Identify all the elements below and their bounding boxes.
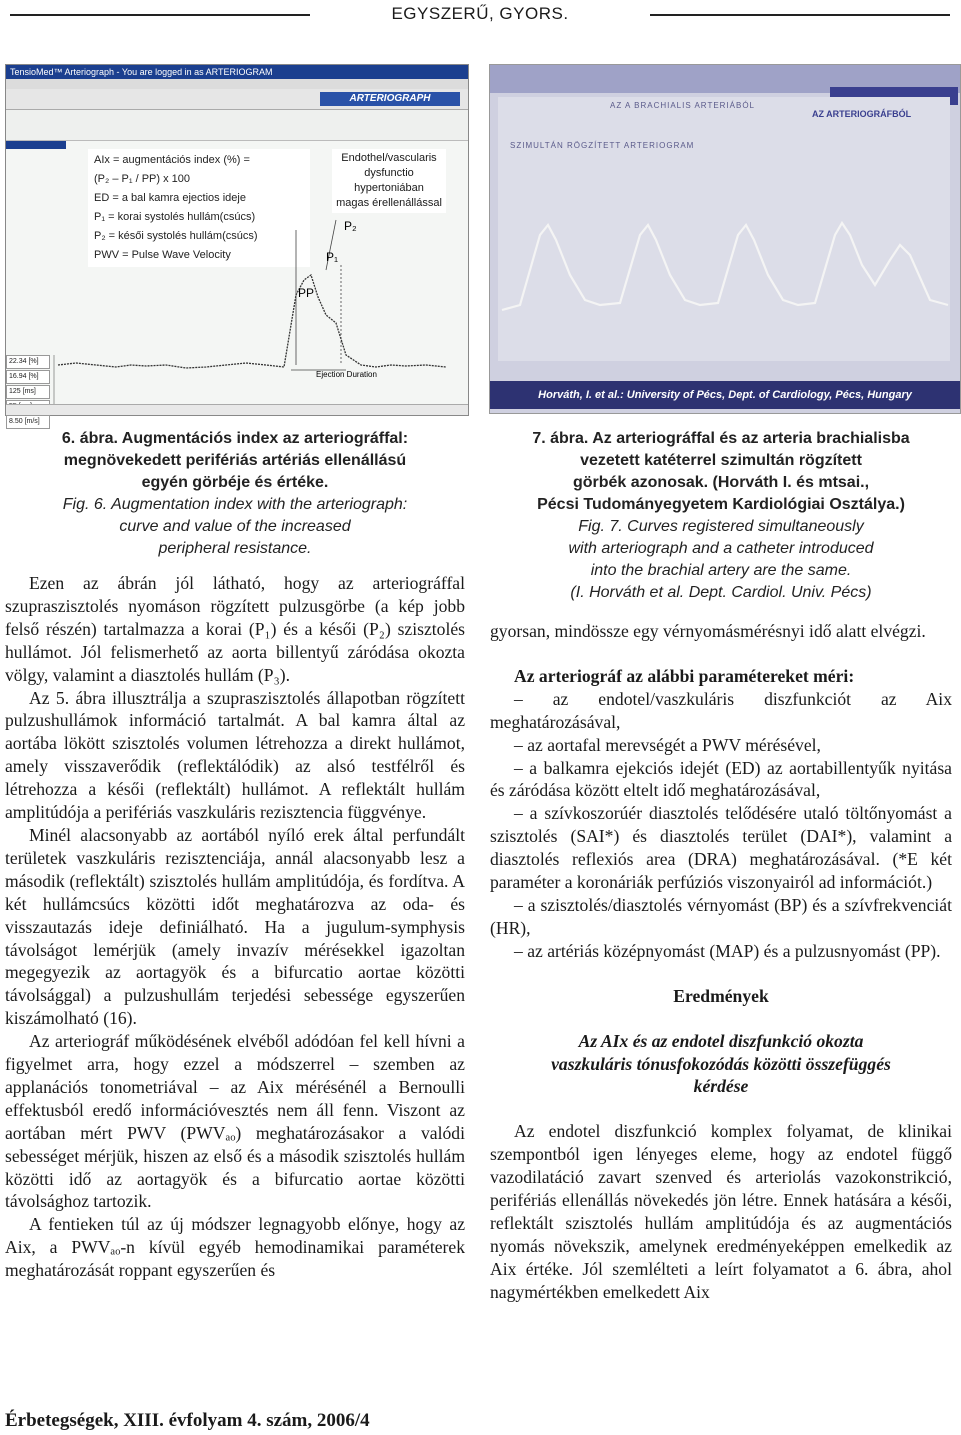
caption-fig7 [492, 428, 950, 604]
p2-label: P₂ [344, 219, 357, 233]
figure-6-screenshot [5, 64, 469, 425]
caption-fig6 [20, 428, 450, 560]
caption-line: egyén görbéje és értéke. [141, 474, 329, 491]
header-rule-left [10, 14, 310, 16]
note-line: Endothel/vascularis [341, 152, 437, 164]
sidebar-value: 125 [ms] [6, 385, 50, 399]
note-line: dysfunctio [364, 167, 414, 179]
caption-line: görbék azonosak. (Horváth I. és mtsai., [572, 474, 870, 491]
caption-line: (I. Horváth et al. Dept. Cardiol. Univ. Pécs) [570, 584, 872, 601]
paragraph: A fentieken túl az új módszer legnagyobb előnye, hogy az Aix, a PWVₐₒ-n kívül egyéb hemodinamikai paraméterek meghatározását roppant egyszerűen és [5, 1214, 465, 1281]
def-line: AIx = augmentációs index (%) = [94, 154, 250, 166]
caption-line: vezetett katéterrel szimultán rögzített [580, 452, 862, 469]
caption-line: megnövekedett perifériás artériás ellenállású [63, 452, 407, 469]
fig7-label-brachial: AZ A BRACHIALIS ARTERIÁBÓL [610, 101, 756, 110]
section-heading: Az arteriográf az alábbi paramétereket méri: [514, 665, 855, 686]
p1-label: P₁ [326, 250, 339, 264]
caption-line: peripheral resistance. [158, 540, 312, 557]
fig7-label-arteriograph: AZ ARTERIOGRÁFBÓL [812, 109, 912, 119]
paragraph: Az 5. ábra illusztrálja a szupraszisztolés állapotban rögzített pulzushullámok információ tartalmát. A bal kamra által az aortába lökött szisztolés volumen létrehozza a direkt hullámot, amely visszaverődik (reflektálódik) az alsó testfélről és létrehozza a késői (reflektált) hullámot. A reflektált hullám amplitúdója a perifériás vaszkuláris rezisztencia függvénye. [5, 687, 465, 823]
subsection-heading: Az AIx és az endotel diszfunkció okozta vaszkuláris tónusfokozódás közötti összefüggés kérdése [551, 1030, 891, 1097]
paragraph: gyorsan, mindössze egy vérnyomásmérésnyi idő alatt elvégzi. [490, 621, 926, 641]
sidebar-value: 16.94 [%] [6, 370, 50, 384]
list-item: – a balkamra ejekciós idejét (ED) az aortabillentyűk nyitása és záródása között eltelt idő meghatározásával, [490, 757, 952, 801]
header-rule-right [650, 14, 950, 16]
list-item: – az artériás középnyomást (MAP) és a pulzusnyomást (PP). [514, 940, 941, 961]
figure-7-screenshot [489, 64, 961, 414]
caption-line: curve and value of the increased [119, 518, 351, 535]
def-line: P₂ = késői systolés hullám(csúcs) [94, 230, 258, 242]
running-header [0, 0, 960, 36]
fig6-waveform [6, 65, 468, 415]
list-item: – az endotel/vaszkuláris diszfunkciót az Aix meghatározásával, [490, 688, 952, 732]
paragraph: Ezen az ábrán jól látható, hogy az arteriográffal szupraszisztolés nyomáson rögzített pulzusgörbe (a kép jobb felső részén) tartalmazza a korai (P₁) és a késői (P₂) szisztolés hullámot. Jól felismerhető az aorta billentyű záródása okozta völgy, valamint a diasztolés hullám (P₃). [5, 573, 465, 685]
def-line: (P₂ – P₁ / PP) x 100 [94, 173, 191, 185]
fig6-sidebar [6, 355, 54, 430]
right-column [490, 620, 952, 1304]
pp-label: PP [298, 286, 315, 300]
header-title: EGYSZERŰ, GYORS. [391, 4, 569, 23]
list-item: – a szívkoszorúér diasztolés telődésére utaló töltőnyomást a szisztolés (SAI*) és diasztolés terület (DAI*), valamint a diasztolés reflexiós area (DRA) meghatározásával. (*E két paraméter a koronáriák perfúziós viszonyairól ad információt.) [490, 803, 952, 893]
fig7-waveforms [490, 65, 960, 413]
note-line: magas érellenállással [336, 197, 442, 209]
caption-line: 6. ábra. Augmentációs index az arteriográffal: [61, 430, 409, 447]
ejection-label: Ejection Duration [316, 370, 377, 379]
paragraph: Az endotel diszfunkció komplex folyamat, de klinikai szempontból igen lényeges eleme, hogy az endotel függő vazodilatáció zavart szenved és arteriolás vazokonstrikció, perifériás ellenállás növekedés jön létre. Ennek hatására a késői, reflektált szisztolés hullám amplitúdója és az augmentációs nyomás növekszik, amelynek eredményeképpen emelkedik az Aix értéke. Jól szemlélteti a leírt folyamatot a 6. ábra, ahol nagymértékben emelkedett Aix [490, 1121, 952, 1302]
left-column [5, 572, 465, 1282]
fig6-brand: ARTERIOGRAPH [320, 92, 460, 106]
caption-line: with arteriograph and a catheter introduced [568, 540, 874, 557]
paragraph: Minél alacsonyabb az aortából nyíló erek által perfundált területek vaszkuláris rezisztenciája, annál alacsonyabb lesz a második (reflektált) szisztolés hullám amplitúdója, és fordítva. A két hullámcsúcs közötti időt meghatározva az oda- és visszautazás ideje definiálható. Ha a jugulum-symphysis távolságot lemérjük (amely invazív mérésekkel igazoltan megegyezik az aortagyök és a bifurcatio aortae közötti távolsággal) a pulzushullám terjedési sebessége egyszerűen kiszámolható (16). [5, 824, 465, 1029]
caption-line: Pécsi Tudományegyetem Kardiológiai Osztálya.) [537, 496, 905, 513]
results-heading: Eredmények [673, 985, 769, 1006]
list-item: – a szisztolés/diasztolés vérnyomást (BP) és a szívfrekvenciát (HR), [490, 894, 952, 938]
note-line: hypertoniában [354, 182, 424, 194]
fig6-window-title: TensioMed™ Arteriograph - You are logged in as ARTERIOGRAM [6, 65, 468, 79]
fig7-credit: Horváth, I. et al.: University of Pécs, Dept. of Cardiology, Pécs, Hungary [490, 381, 960, 409]
def-line: PWV = Pulse Wave Velocity [94, 249, 231, 261]
caption-line: 7. ábra. Az arteriográffal és az arteria brachialisba [532, 430, 910, 447]
list-item: – az aortafal merevségét a PWV mérésével, [514, 734, 821, 755]
fig6-statusbar [6, 404, 468, 415]
fig7-label-simultaneous: SZIMULTÁN RÖGZÍTETT ARTERIOGRAM [510, 141, 695, 150]
sidebar-value: 22.34 [%] [6, 355, 50, 369]
paragraph: Az arteriográf működésének elvéből adódóan fel kell hívni a figyelmet arra, hogy ezzel a módszerrel – szemben az applanációs tonometriával – az Aix mérésénél a Bernoulli effektusból eredő információvesztés nem áll fenn. Viszont az aortában mért PWV (PWVₐₒ) meghatározásakor a valódi sebességet mérjük, hiszen az első és a második szisztolés hullám közötti idő az aortagyök és a bifurcatio aortae közötti távolsághoz tartozik. [5, 1031, 465, 1212]
caption-line: into the brachial artery are the same. [590, 562, 852, 579]
journal-footer: Érbetegségek, XIII. évfolyam 4. szám, 2006/4 [5, 1410, 370, 1431]
caption-line: Fig. 7. Curves registered simultaneously [578, 518, 864, 535]
caption-line: Fig. 6. Augmentation index with the arteriograph: [62, 496, 408, 513]
def-line: ED = a bal kamra ejectios ideje [94, 192, 246, 204]
def-line: P₁ = korai systolés hullám(csúcs) [94, 211, 256, 223]
sidebar-value: 8.50 [m/s] [6, 415, 50, 429]
